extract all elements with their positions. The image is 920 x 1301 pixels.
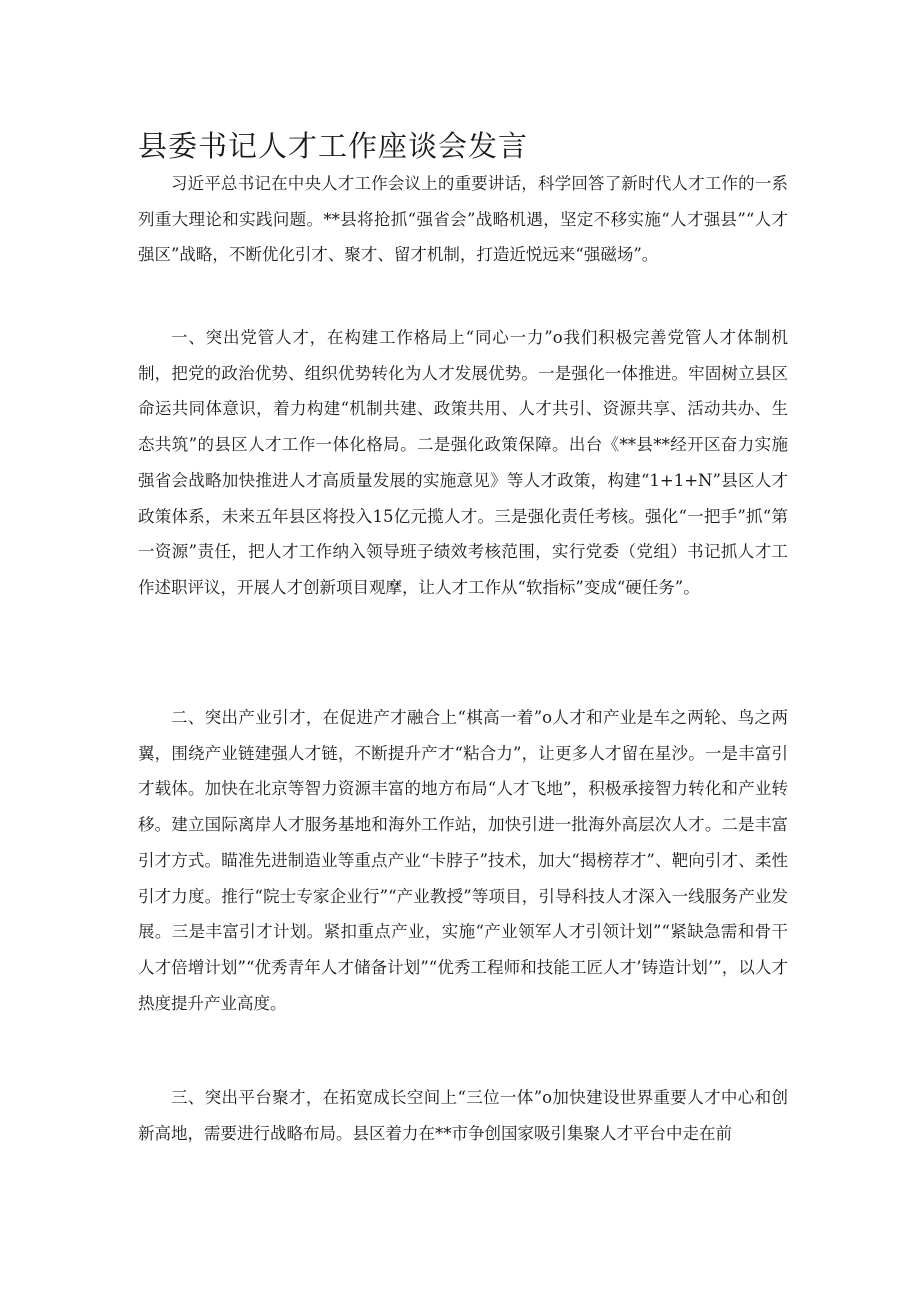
document-title: 县委书记人才工作座谈会发言: [138, 129, 529, 163]
paragraph-section-2: 二、突出产业引才，在促进产才融合上“棋高一着”o人才和产业是车之两轮、鸟之两翼，围绕产业链建强人才链，不断提升产才“粘合力”，让更多人才留在星沙。一是丰富引才载体。加快在北京等智力资源丰富的地方布局“人才飞地”，积极承接智力转化和产业转移。建立国际离岸人才服务基地和海外工作站，加快引进一批海外高层次人才。二是丰富引才方式。瞄准先进制造业等重点产业“卡脖子”技术，加大“揭榜荐才”、靶向引才、柔性引才力度。推行“院士专家企业行”“产业教授”等项目，引导科技人才深入一线服务产业发展。三是丰富引才计划。紧扣重点产业，实施“产业领军人才引领计划”“紧缺急需和骨干人才倍增计划”“优秀青年人才储备计划”“优秀工程师和技能工匠人才’铸造计划’”，以人才热度提升产业高度。: [138, 708, 788, 1013]
paragraph-section-1: 一、突出党管人才，在构建工作格局上“同心一力”o我们积极完善党管人才体制机制，把党的政治优势、组织优势转化为人才发展优势。一是强化一体推进。牢固树立县区命运共同体意识，着力构建“机制共建、政策共用、人才共引、资源共享、活动共办、生态共筑”的县区人才工作一体化格局。二是强化政策保障。出台《**县**经开区奋力实施强省会战略加快推进人才高质量发展的实施意见》等人才政策，构建“1+1+N”县区人才政策体系，未来五年县区将投入15亿元揽人才。三是强化责任考核。强化“一把手”抓“第一资源”责任，把人才工作纳入领导班子绩效考核范围，实行党委（党组）书记抓人才工作述职评议，开展人才创新项目观摩，让人才工作从“软指标”变成“硬任务”。: [138, 328, 788, 597]
paragraph-section-3: 三、突出平台聚才，在拓宽成长空间上“三位一体”o加快建设世界重要人才中心和创新高地，需要进行战略布局。县区着力在**市争创国家吸引集聚人才平台中走在前: [138, 1088, 788, 1143]
paragraph-intro: 习近平总书记在中央人才工作会议上的重要讲话，科学回答了新时代人才工作的一系列重大理论和实践问题。**县将抢抓“强省会”战略机遇，坚定不移实施“人才强县”“人才强区”战略，不断优化引才、聚才、留才机制，打造近悦远来“强磁场”。: [138, 174, 788, 265]
